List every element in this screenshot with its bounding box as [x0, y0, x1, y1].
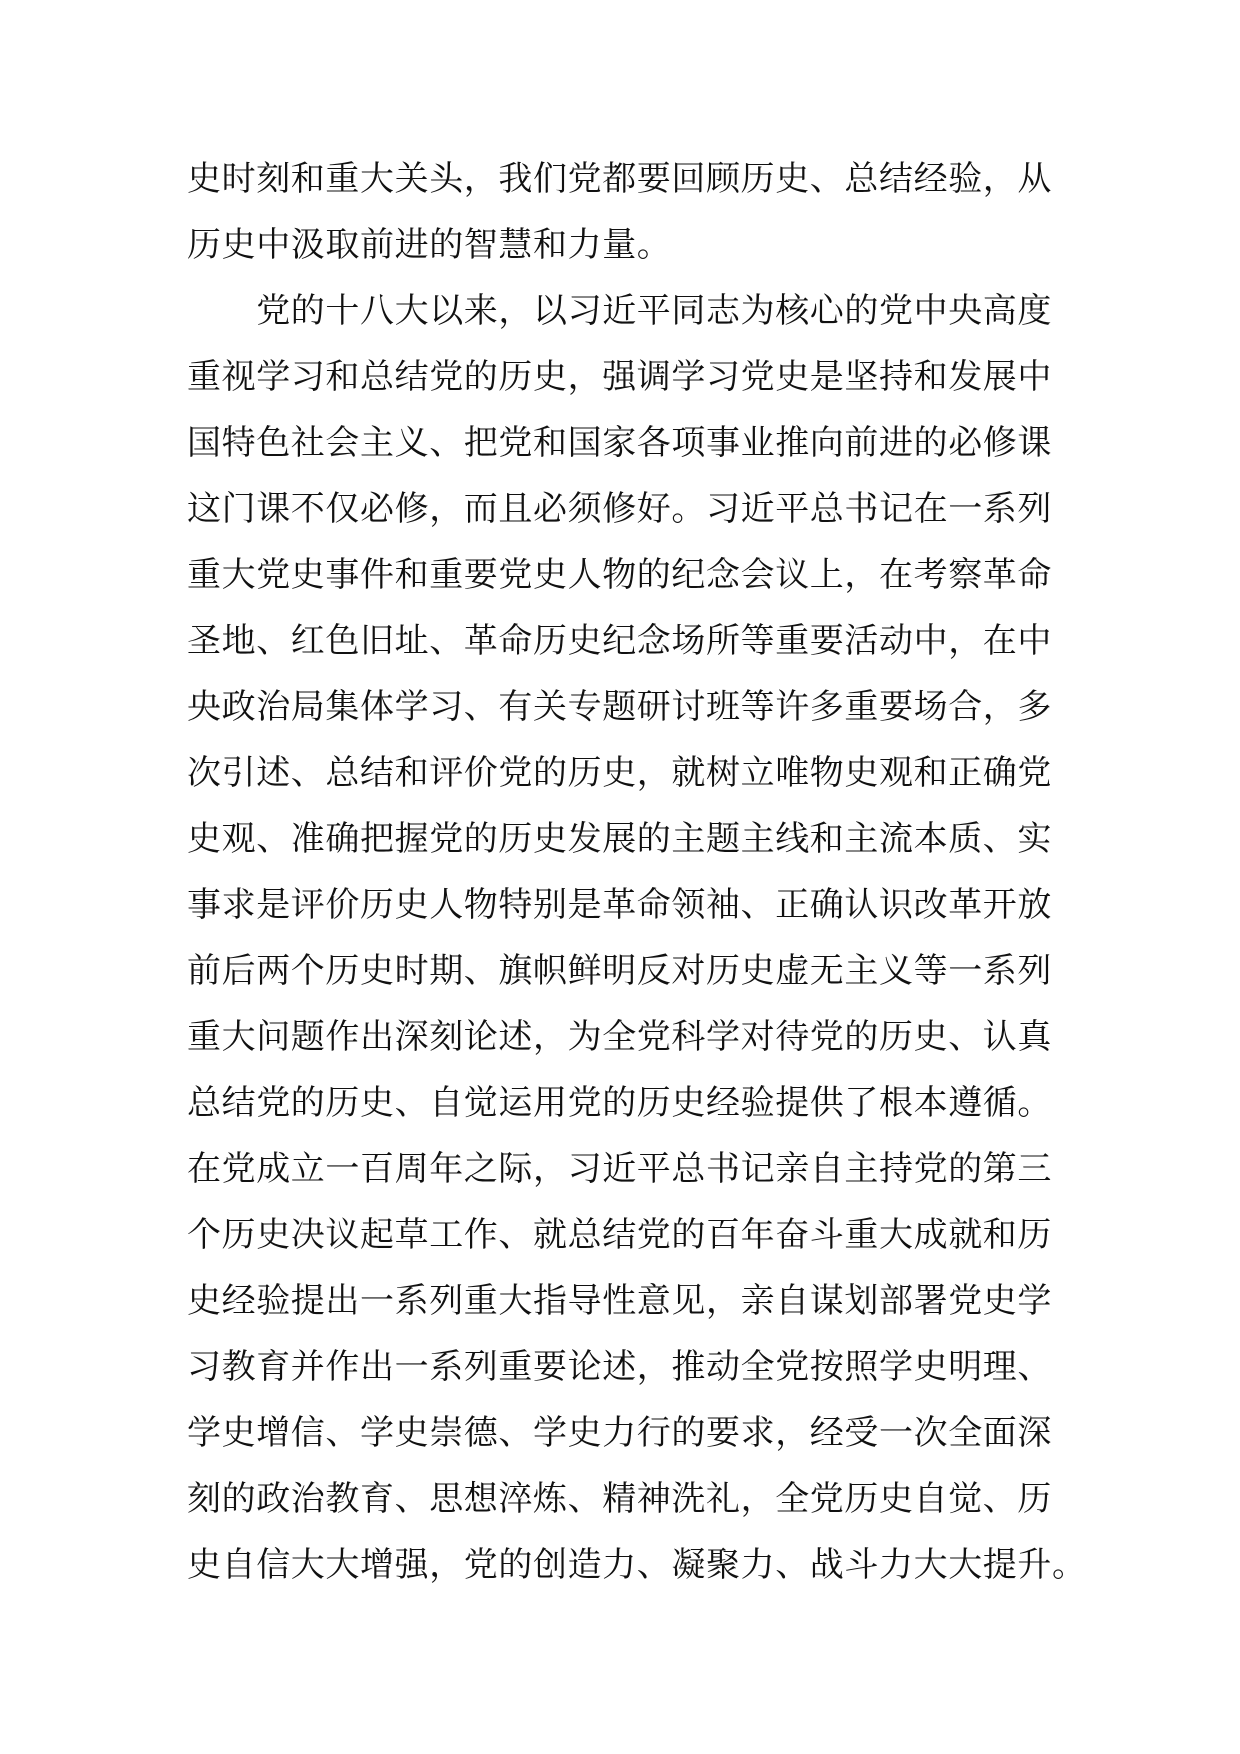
text-line: 史时刻和重大关头，我们党都要回顾历史、总结经验，从	[187, 159, 1052, 199]
text-line: 史观、准确把握党的历史发展的主题主线和主流本质、实	[187, 819, 1052, 859]
text-line: 刻的政治教育、思想淬炼、精神洗礼，全党历史自觉、历	[187, 1479, 1052, 1519]
text-line: 在党成立一百周年之际，习近平总书记亲自主持党的第三	[187, 1149, 1052, 1189]
text-line: 次引述、总结和评价党的历史，就树立唯物史观和正确党	[187, 753, 1052, 793]
text-line: 央政治局集体学习、有关专题研讨班等许多重要场合，多	[187, 687, 1052, 727]
text-line: 历史中汲取前进的智慧和力量。	[187, 225, 672, 265]
text-line: 事求是评价历史人物特别是革命领袖、正确认识改革开放	[187, 885, 1052, 925]
text-line: 国特色社会主义、把党和国家各项事业推向前进的必修课	[187, 423, 1052, 463]
text-line: 重大问题作出深刻论述，为全党科学对待党的历史、认真	[187, 1017, 1052, 1057]
text-line: 习教育并作出一系列重要论述，推动全党按照学史明理、	[187, 1347, 1052, 1387]
body-text	[187, 146, 1087, 1598]
text-line: 史经验提出一系列重大指导性意见，亲自谋划部署党史学	[187, 1281, 1052, 1321]
text-line: 个历史决议起草工作、就总结党的百年奋斗重大成就和历	[187, 1215, 1052, 1255]
text-line: 学史增信、学史崇德、学史力行的要求，经受一次全面深	[187, 1413, 1052, 1453]
text-line: 重大党史事件和重要党史人物的纪念会议上，在考察革命	[187, 555, 1052, 595]
text-line: 总结党的历史、自觉运用党的历史经验提供了根本遵循。	[187, 1083, 1052, 1123]
text-line: 史自信大大增强，党的创造力、凝聚力、战斗力大大提升。	[187, 1545, 1087, 1585]
text-line: 圣地、红色旧址、革命历史纪念场所等重要活动中，在中	[187, 621, 1052, 661]
text-line: 这门课不仅必修，而且必须修好。习近平总书记在一系列	[187, 489, 1052, 529]
text-line: 重视学习和总结党的历史，强调学习党史是坚持和发展中	[187, 357, 1052, 397]
paragraph-start-line: 党的十八大以来，以习近平同志为核心的党中央高度	[187, 291, 1052, 331]
text-line: 前后两个历史时期、旗帜鲜明反对历史虚无主义等一系列	[187, 951, 1052, 991]
